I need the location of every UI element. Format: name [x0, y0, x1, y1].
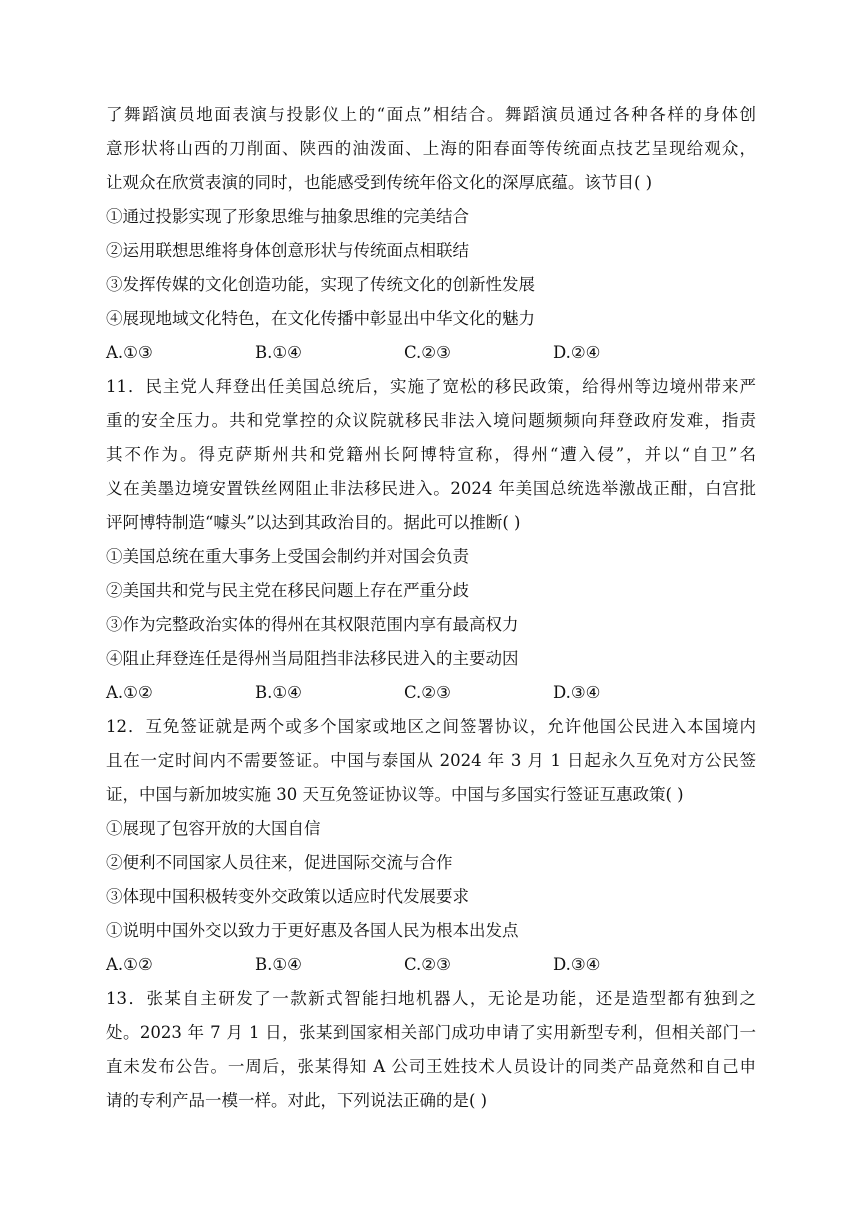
option-b: B.①④ [255, 683, 302, 702]
question-10-stem-line: 了舞蹈演员地面表演与投影仪上的“面点”相结合。舞蹈演员通过各种各样的身体创 [106, 105, 756, 124]
question-10-options [106, 336, 756, 370]
option-c: C.②③ [404, 955, 451, 974]
question-13-stem-line: 直未发布公告。一周后，张某得知 A 公司王姓技术人员设计的同类产品竟然和自己申 [106, 1057, 756, 1076]
question-10-stem-line: 意形状将山西的刀削面、陕西的油泼面、上海的阳春面等传统面点技艺呈现给观众， [106, 139, 756, 158]
question-11-stem-line: 其不作为。得克萨斯州共和党籍州长阿博特宣称，得州“遭入侵”，并以“自卫”名 [106, 445, 756, 464]
question-11-statement-1: ①美国总统在重大事务上受国会制约并对国会负责 [106, 547, 469, 566]
question-12-statement-4: ①说明中国外交以致力于更好惠及各国人民为根本出发点 [106, 921, 519, 940]
question-10-stem-line: 让观众在欣赏表演的同时，也能感受到传统年俗文化的深厚底蕴。该节目( ) [106, 173, 653, 192]
option-a: A.①② [106, 955, 153, 974]
question-10-statement-1: ①通过投影实现了形象思维与抽象思维的完美结合 [106, 207, 469, 226]
question-12-options [106, 948, 756, 982]
question-11-stem-line: 重的安全压力。共和党掌控的众议院就移民非法入境问题频频向拜登政府发难，指责 [106, 411, 756, 430]
question-12-statement-1: ①展现了包容开放的大国自信 [106, 819, 321, 838]
question-12-stem-line: 12．互免签证就是两个或多个国家或地区之间签署协议，允许他国公民进入本国境内 [106, 717, 756, 736]
question-13-stem-line: 处。2023 年 7 月 1 日，张某到国家相关部门成功申请了实用新型专利，但相关部门一 [106, 1023, 756, 1042]
question-11-options [106, 676, 756, 710]
question-11-statement-4: ④阻止拜登连任是得州当局阻挡非法移民进入的主要动因 [106, 649, 519, 668]
option-a: A.①③ [106, 343, 153, 362]
page-content [106, 98, 756, 1118]
option-b: B.①④ [255, 955, 302, 974]
question-13 [106, 982, 756, 1118]
option-a: A.①② [106, 683, 153, 702]
question-10-statement-3: ③发挥传媒的文化创造功能，实现了传统文化的创新性发展 [106, 275, 535, 294]
question-11-stem-line: 义在美墨边境安置铁丝网阻止非法移民进入。2024 年美国总统选举激战正酣，白宫批 [106, 479, 756, 498]
option-c: C.②③ [404, 343, 451, 362]
question-12-statement-2: ②便利不同国家人员往来，促进国际交流与合作 [106, 853, 453, 872]
option-d: D.②④ [553, 343, 601, 362]
question-12-stem-line: 且在一定时间内不需要签证。中国与泰国从 2024 年 3 月 1 日起永久互免对方公民签 [106, 751, 756, 770]
question-11-stem-line: 11．民主党人拜登出任美国总统后，实施了宽松的移民政策，给得州等边境州带来严 [106, 377, 756, 396]
question-13-stem-line: 13．张某自主研发了一款新式智能扫地机器人，无论是功能，还是造型都有独到之 [106, 989, 756, 1008]
question-10-statement-2: ②运用联想思维将身体创意形状与传统面点相联结 [106, 241, 469, 260]
question-12-stem-line: 证，中国与新加坡实施 30 天互免签证协议等。中国与多国实行签证互惠政策( ) [106, 785, 684, 804]
option-c: C.②③ [404, 683, 451, 702]
option-d: D.③④ [553, 955, 601, 974]
option-d: D.③④ [553, 683, 601, 702]
question-12-statement-3: ③体现中国积极转变外交政策以适应时代发展要求 [106, 887, 469, 906]
question-13-stem-line: 请的专利产品一模一样。对此，下列说法正确的是( ) [106, 1091, 488, 1110]
question-10-statement-4: ④展现地域文化特色，在文化传播中彰显出中华文化的魅力 [106, 309, 535, 328]
question-11 [106, 370, 756, 710]
question-10 [106, 98, 756, 370]
question-12 [106, 710, 756, 982]
question-11-statement-3: ③作为完整政治实体的得州在其权限范围内享有最高权力 [106, 615, 519, 634]
question-11-statement-2: ②美国共和党与民主党在移民问题上存在严重分歧 [106, 581, 469, 600]
question-11-stem-line: 评阿博特制造“噱头”以达到其政治目的。据此可以推断( ) [106, 513, 521, 532]
option-b: B.①④ [255, 343, 302, 362]
